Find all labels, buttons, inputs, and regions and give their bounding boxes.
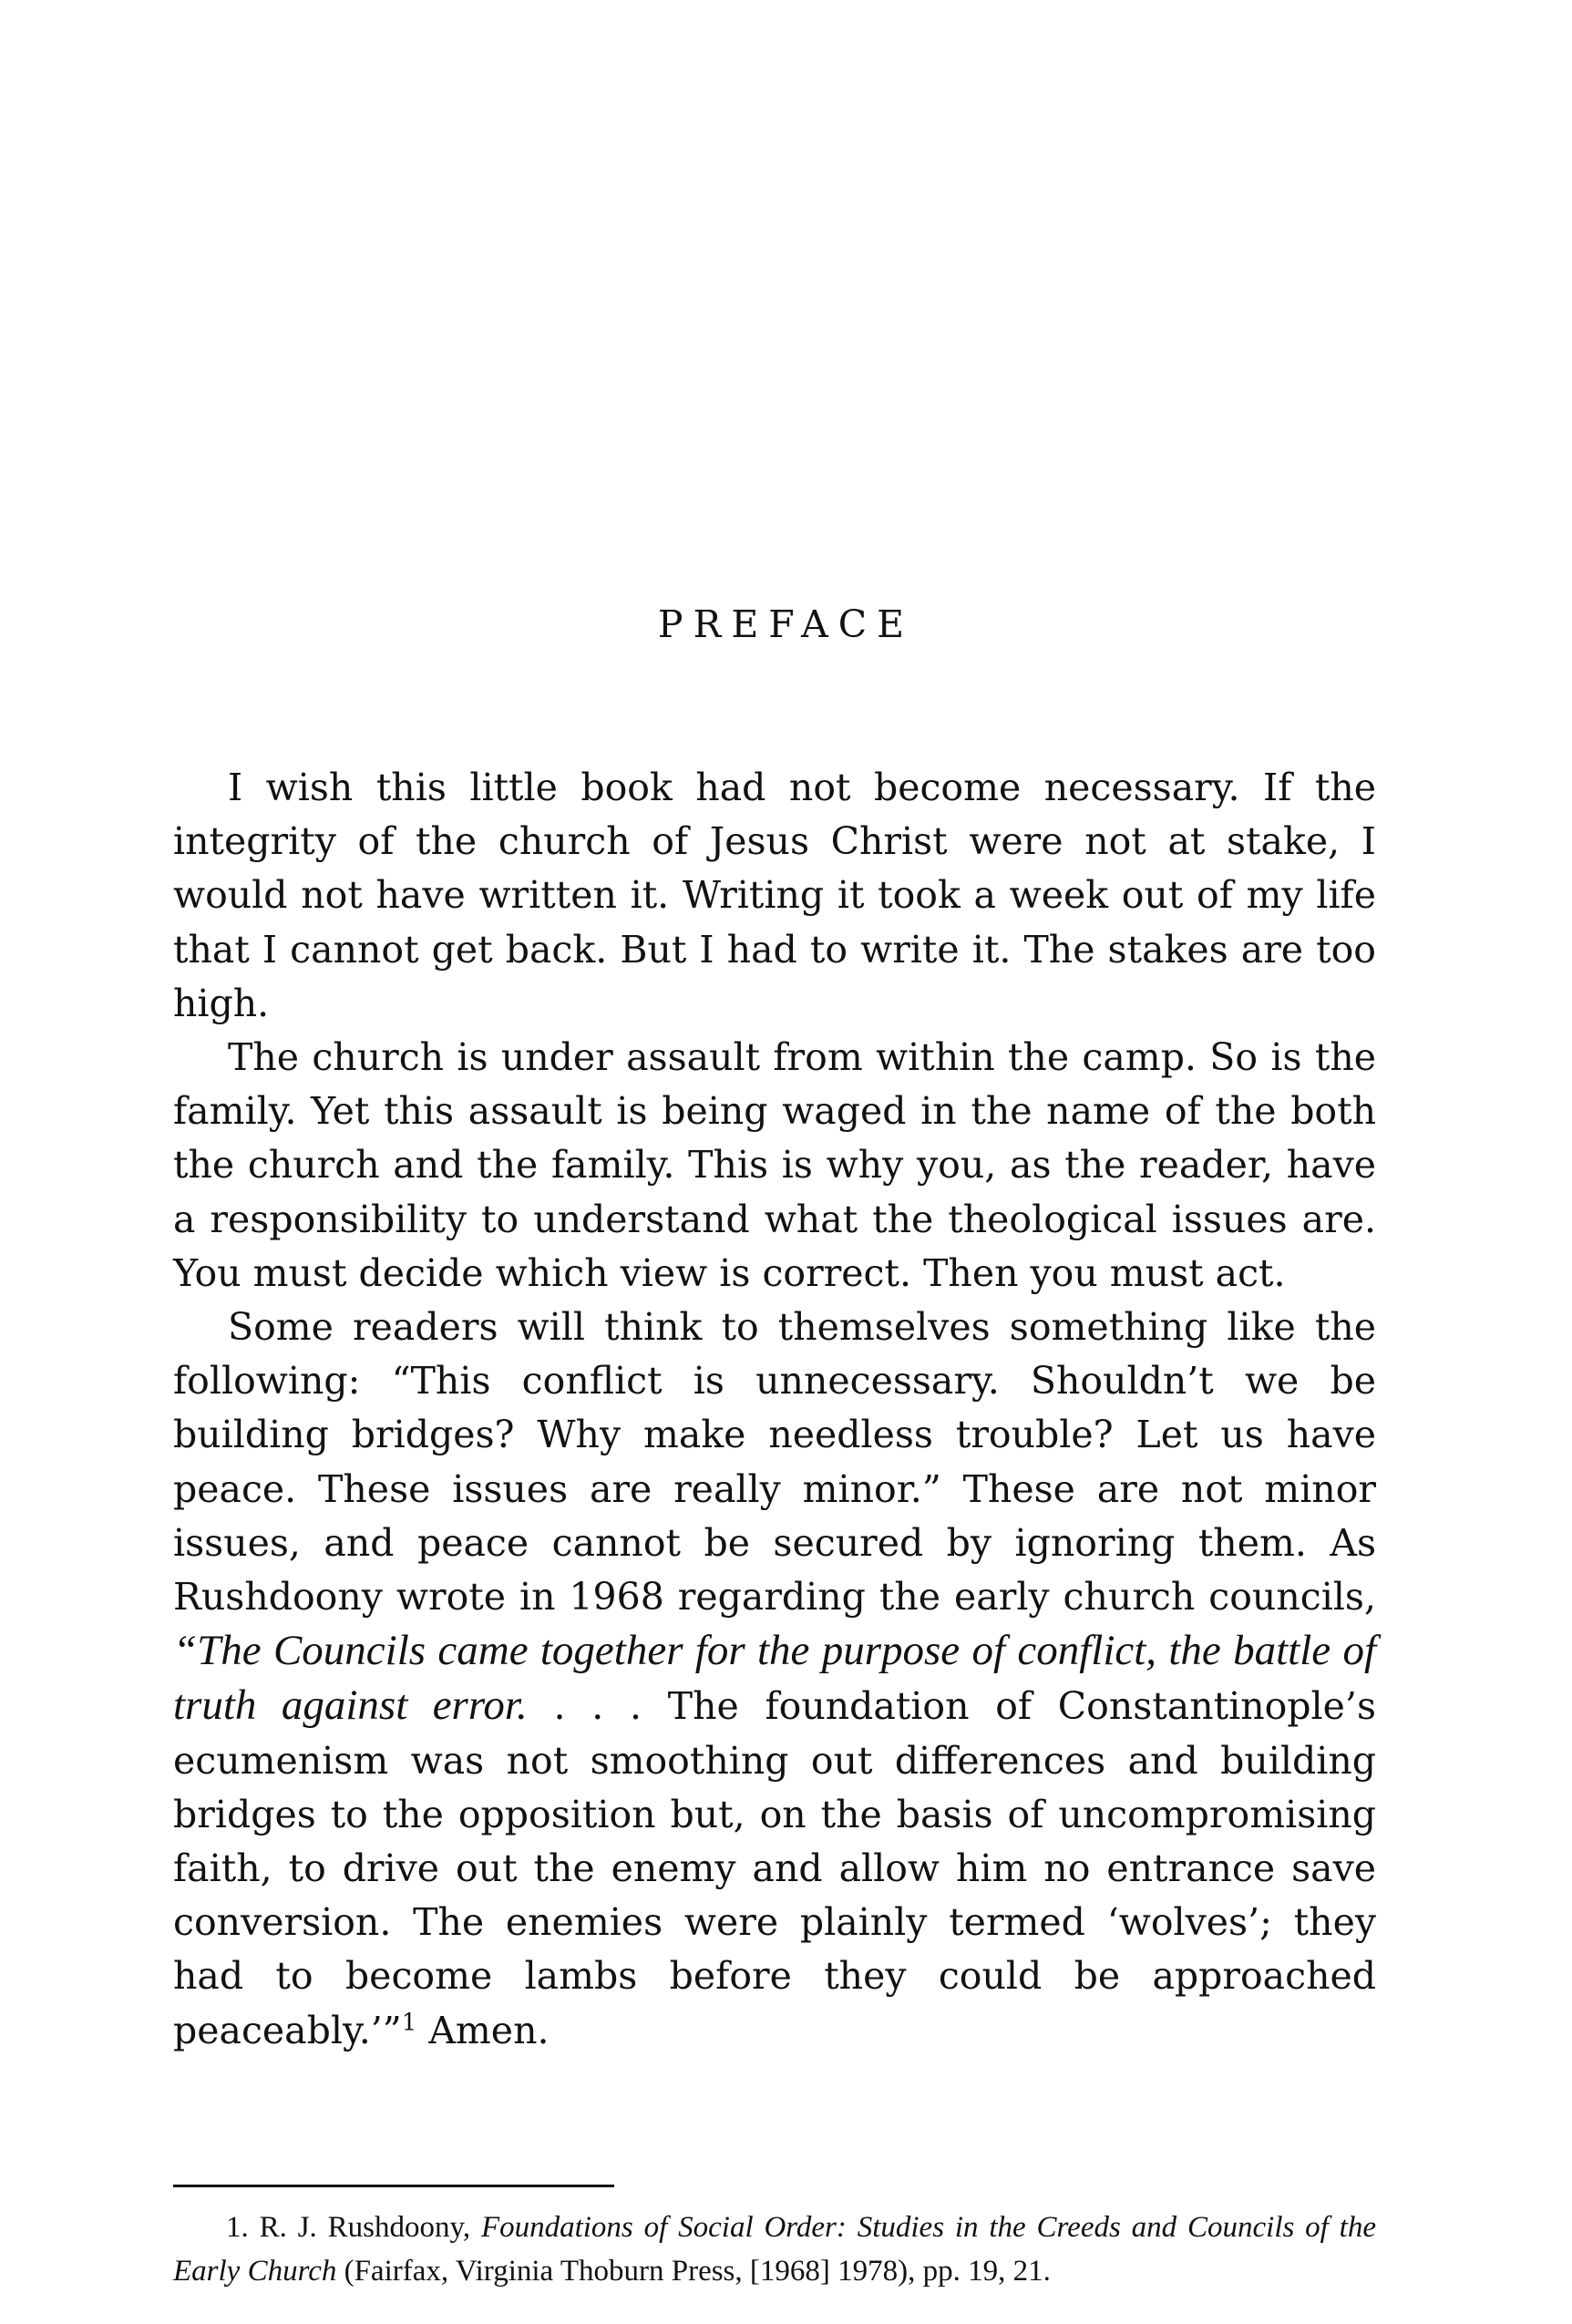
paragraph-3-lead: Some readers will think to themselves something like the following: “This conflict is unnecessary. Shouldn’t we be building bridges? Why make needless trouble? Let us have peace. These issues are really minor.” These are not minor issues, and peace cannot be secured by ignoring them. As Rushdoony wrote in 1968 regarding the early church councils, — [173, 1305, 1376, 1620]
page-title: PREFACE — [657, 602, 915, 646]
quote-continuation: . . . The foundation of Constantinople’s ecumenism was not smoothing out differences and building bridges to the opposition but, on the basis of uncompromising faith, to drive out the enemy and allow him no entrance save conversion. The enemies were plainly termed ‘wolves’; they had to become lambs before they could be approached peaceably.’” — [173, 1684, 1377, 2052]
footnote-publication: (Fairfax, Virginia Thoburn Press, [1968] 1978), pp. 19, 21. — [336, 2255, 1051, 2288]
paragraph-2: The church is under assault from within the camp. So is the family. Yet this assault is being waged in the name of the both the church and the family. This is why you, as the reader, have a responsibility to understand what the theological issues are. You must decide which view is correct. Then you must act. — [173, 1035, 1376, 1295]
footnote-reference: 1 — [401, 2009, 417, 2037]
footnote-author: R. J. Rushdoony, — [248, 2211, 481, 2244]
paragraph-3-tail: Amen. — [416, 2008, 550, 2052]
italic-quote: “The Councils came together for the purpose of conflict, the battle of truth against error. — [173, 1627, 1376, 1730]
paragraph-3 — [173, 1301, 1376, 2058]
footnote-book-title: Foundations of Social Order: Studies in the Creeds and Councils of the Early Church — [173, 2211, 1376, 2288]
footnote — [173, 2206, 1376, 2293]
preface-body — [173, 761, 1376, 2058]
footnote-divider — [173, 2185, 614, 2187]
paragraph-1: I wish this little book had not become necessary. If the integrity of the church of Jesus Christ were not at stake, I would not have written it. Writing it took a week out of my life that I cannot get back. But I had to write it. The stakes are too high. — [173, 766, 1376, 1025]
footnote-number: 1. — [226, 2211, 249, 2244]
